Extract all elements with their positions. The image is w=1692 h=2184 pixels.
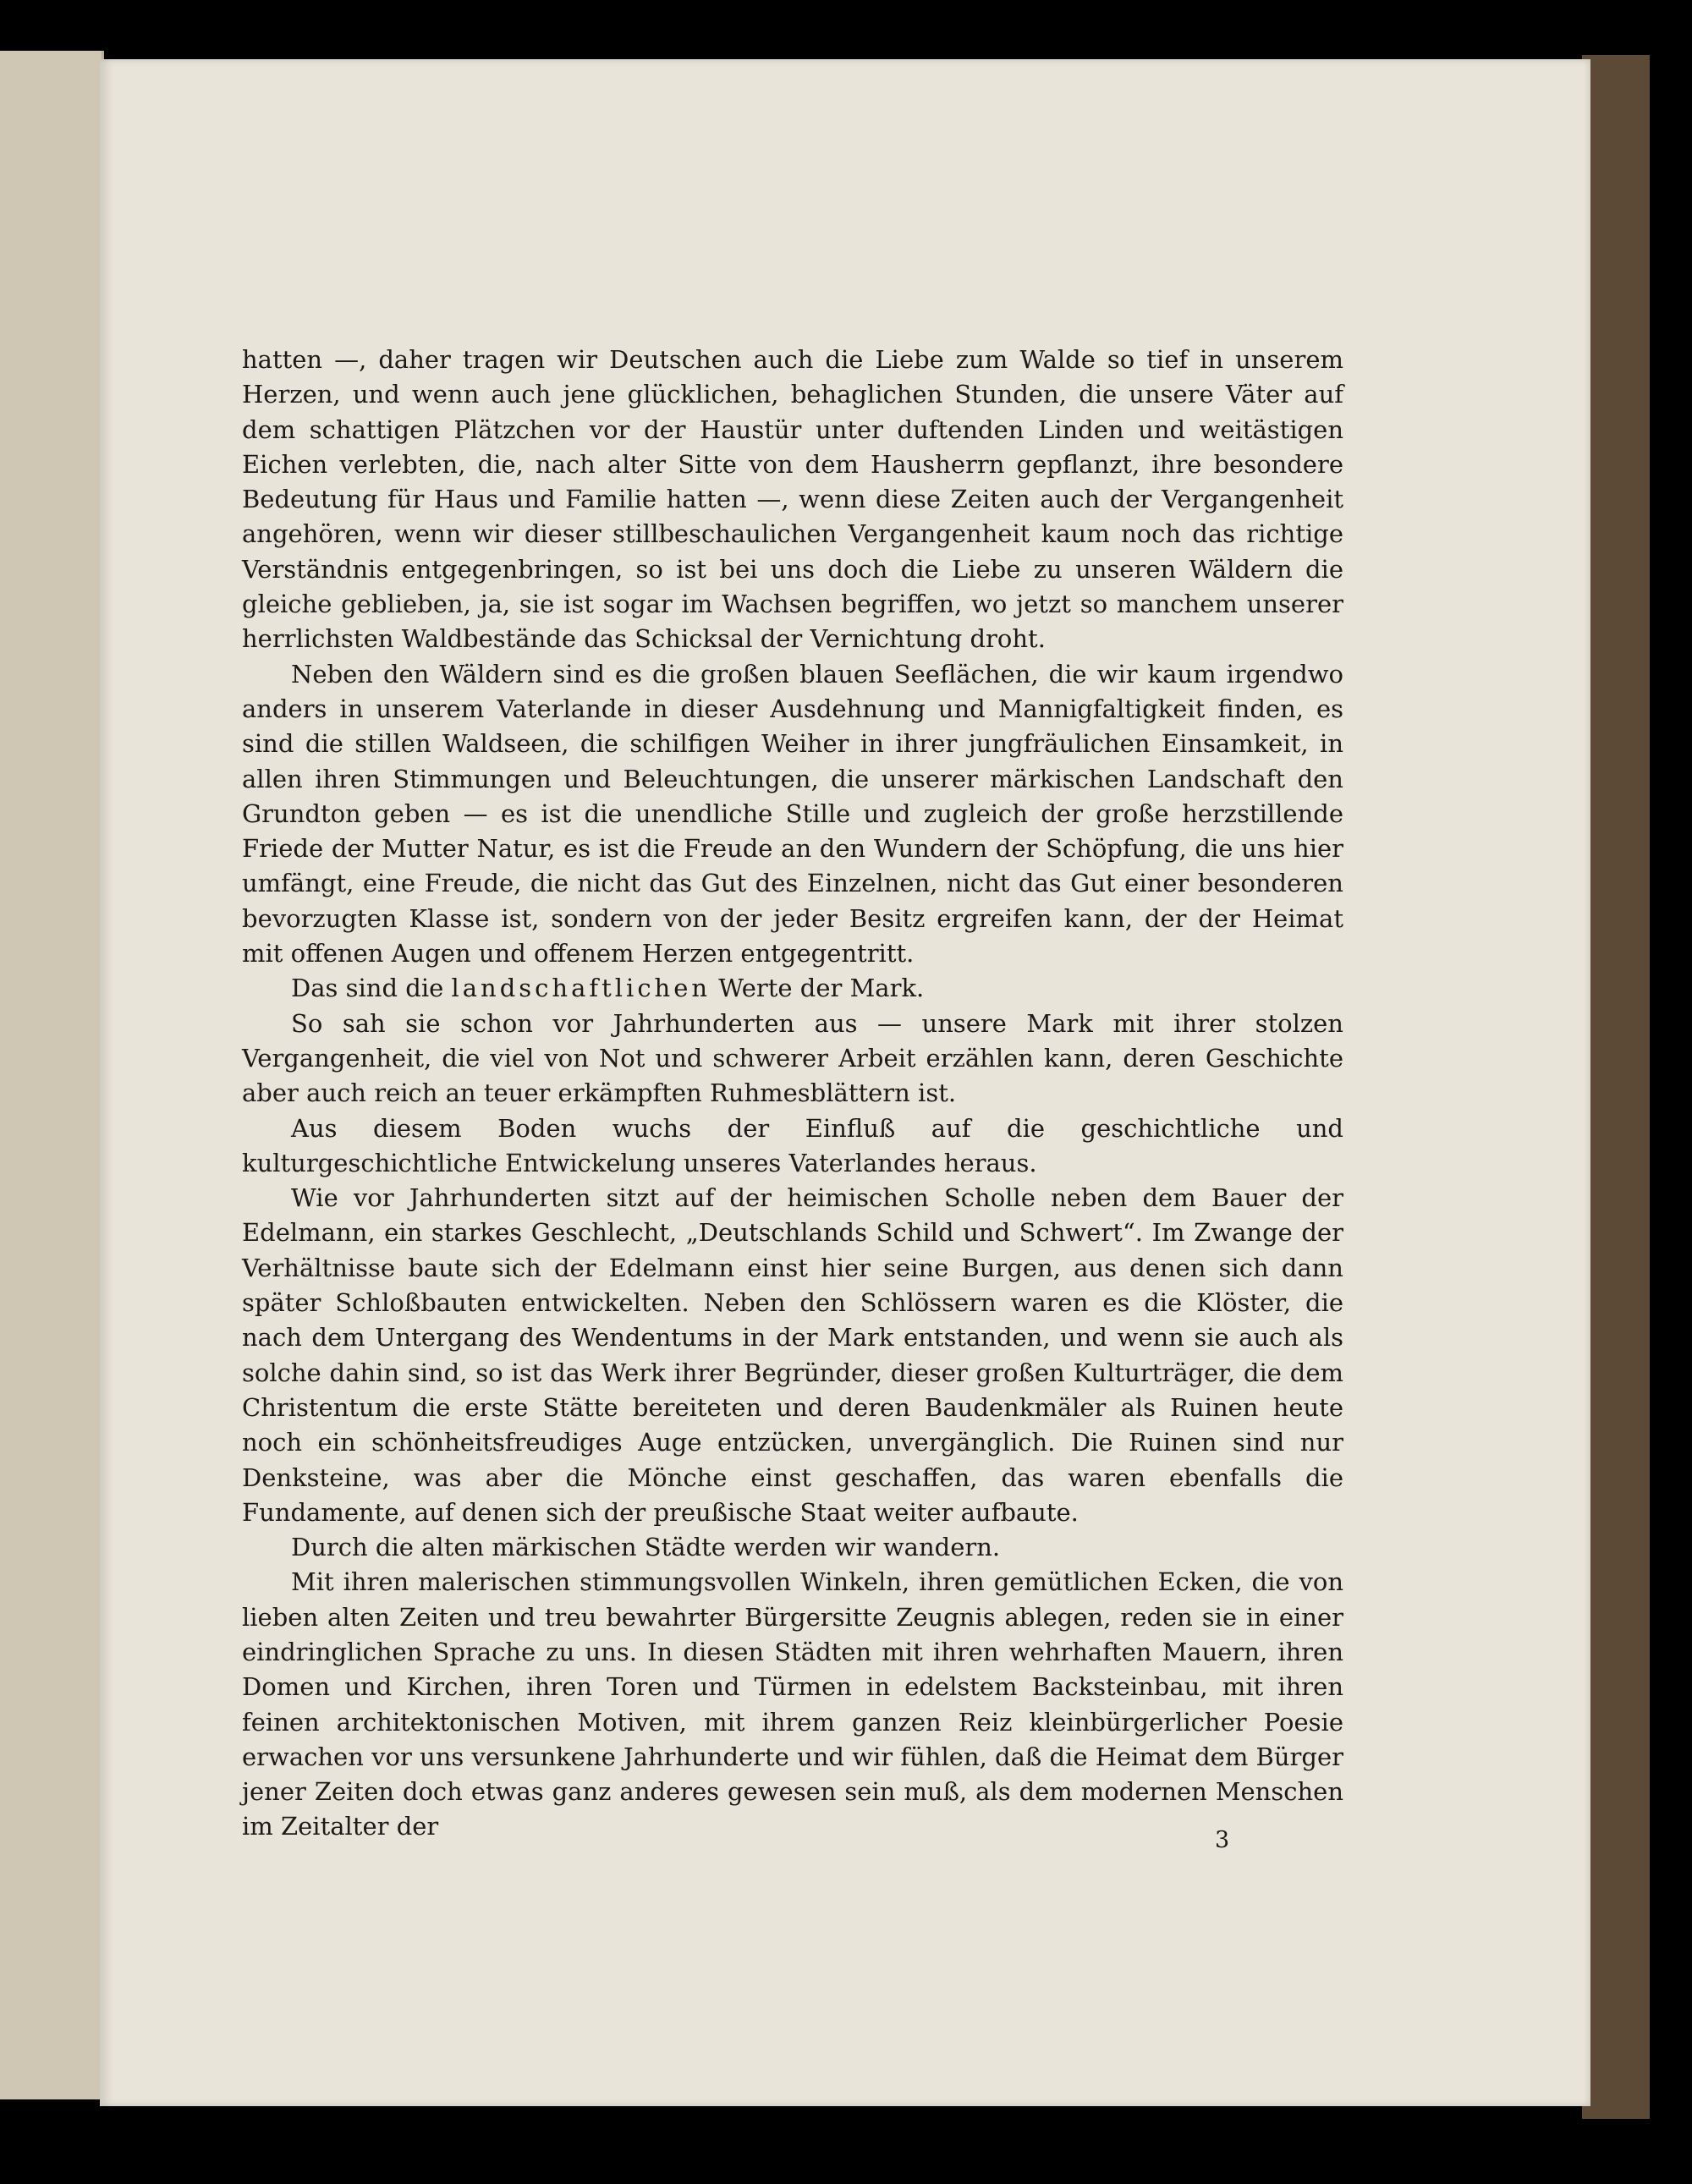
book-page [100,59,1590,2106]
paragraph: Wie vor Jahrhunderten sitzt auf der heimischen Scholle neben dem Bauer der Edelmann, ein starkes Geschlecht, „Deutschlands Schild und Schwert“. Im Zwange der Verhältnisse baute sich der Edelmann einst hier seine Burgen, aus denen sich dann später Schloßbauten entwickelten. Neben den Schlössern waren es die Klöster, die nach dem Untergang des Wendentums in der Mark entstanden, und wenn sie auch als solche dahin sind, so ist das Werk ihrer Begründer, dieser großen Kulturträger, die dem Christentum die erste Stätte bereiteten und deren Baudenkmäler als Ruinen heute noch ein schönheitsfreudiges Auge entzücken, unvergänglich. Die Ruinen sind nur Denksteine, was aber die Mönche einst geschaffen, das waren ebenfalls die Fundamente, auf denen sich der preußische Staat weiter aufbaute. [242,1183,1343,1527]
paragraph: So sah sie schon vor Jahrhunderten aus — unsere Mark mit ihrer stolzen Vergangenheit, die viel von Not und schwerer Arbeit erzählen kann, deren Geschichte aber auch reich an teuer erkämpften Ruhmesblättern ist. [242,1008,1343,1108]
paragraph: Mit ihren malerischen stimmungsvollen Winkeln, ihren gemütlichen Ecken, die von lieben alten Zeiten und treu bewahrter Bürgersitte Zeugnis ablegen, reden sie in einer eindringlichen Sprache zu uns. In diesen Städten mit ihren wehrhaften Mauern, ihren Domen und Kirchen, ihren Toren und Türmen in edelstem Backsteinbau, mit ihren feinen architektonischen Motiven, mit ihrem ganzen Reiz kleinbürgerlicher Poesie erwachen vor uns versunkene Jahrhunderte und wir fühlen, daß die Heimat dem Bürger jener Zeiten doch etwas ganz anderes gewesen sein muß, als dem modernen Menschen im Zeitalter der [242,1567,1343,1841]
body-text [242,343,1343,1845]
paragraph: hatten —, daher tragen wir Deutschen auch die Liebe zum Walde so tief in unserem Herzen, und wenn auch jene glücklichen, behaglichen Stunden, die unsere Väter auf dem schattigen Plätzchen vor der Haustür unter duftenden Linden und weitästigen Eichen verlebten, die, nach alter Sitte von dem Hausherrn gepflanzt, ihre besondere Bedeutung für Haus und Familie hatten —, wenn diese Zeiten auch der Vergangenheit angehören, wenn wir dieser stillbeschaulichen Vergangenheit kaum noch das richtige Verständnis entgegenbringen, so ist bei uns doch die Liebe zu unseren Wäldern die gleiche geblieben, ja, sie ist sogar im Wachsen begriffen, wo jetzt so manchem unserer herrlichsten Waldbestände das Schicksal der Vernichtung droht. [242,345,1343,654]
left-page-edge [0,51,104,2099]
paragraph [242,971,1343,1006]
paragraph: Durch die alten märkischen Städte werden wir wandern. [291,1533,1001,1562]
paragraph: Aus diesem Boden wuchs der Einfluß auf die geschichtliche und kulturgeschichtliche Entwickelung unseres Vaterlandes heraus. [242,1113,1343,1177]
paragraph-text: Das sind die [291,974,452,1003]
book-cover-edge [1582,55,1650,2119]
paragraph-text: Werte der Mark. [711,974,925,1003]
emphasized-text: landschaftlichen [451,974,711,1003]
paragraph: Neben den Wäldern sind es die großen blauen Seeflächen, die wir kaum irgendwo anders in unserem Vaterlande in dieser Ausdehnung und Mannigfaltigkeit finden, es sind die stillen Waldseen, die schilfigen Weiher in ihrer jungfräulichen Einsamkeit, in allen ihren Stimmungen und Beleuchtungen, die unserer märkischen Landschaft den Grundton geben — es ist die unendliche Stille und zugleich der große herzstillende Friede der Mutter Natur, es ist die Freude an den Wundern der Schöpfung, die uns hier umfängt, eine Freude, die nicht das Gut des Einzelnen, nicht das Gut einer besonderen bevorzugten Klasse ist, sondern von der jeder Besitz ergreifen kann, der der Heimat mit offenen Augen und offenem Herzen entgegentritt. [242,659,1343,969]
page-number: 3 [1215,1827,1230,1853]
